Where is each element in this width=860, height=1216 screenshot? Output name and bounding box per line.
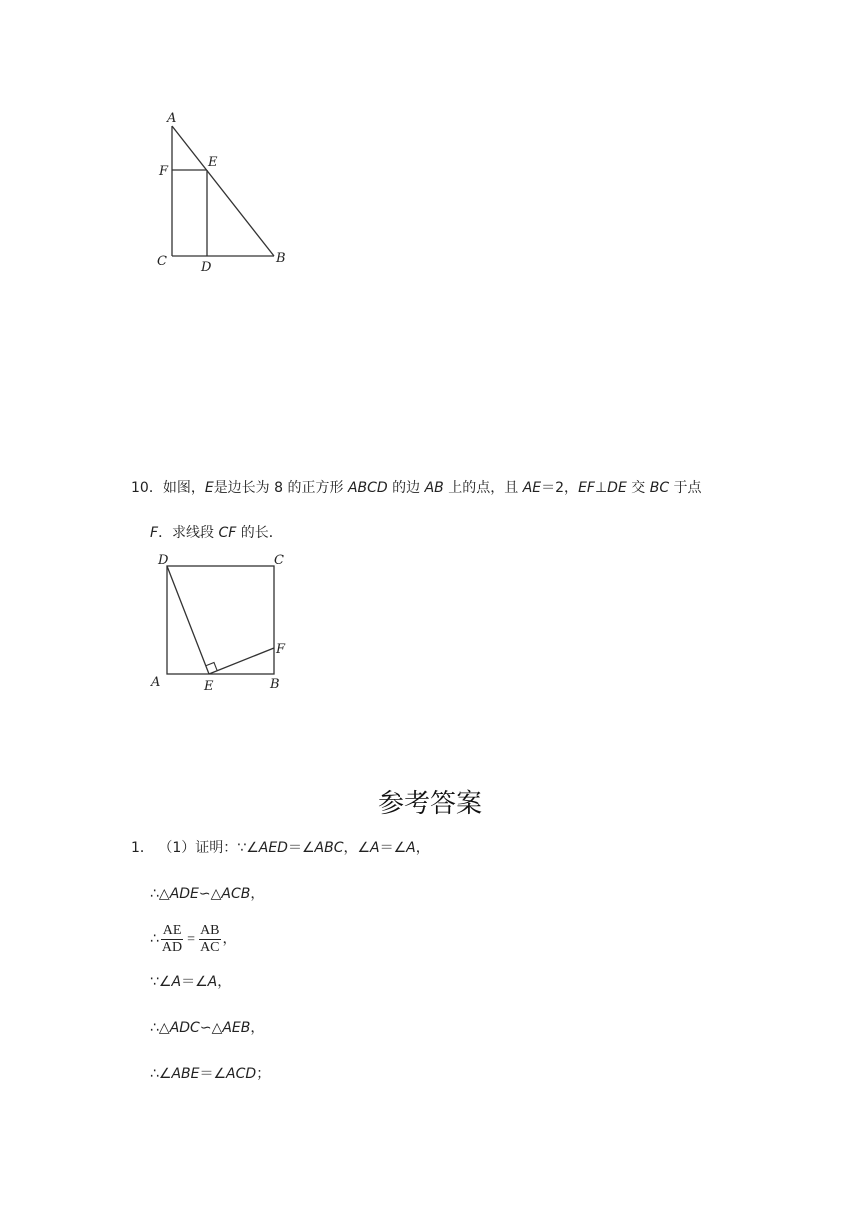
numerator: AB — [200, 922, 220, 938]
q10-var: AE — [522, 480, 542, 496]
label-d: D — [158, 553, 169, 568]
math: △AEB — [211, 1020, 251, 1036]
question-number: 10． — [131, 480, 163, 496]
denominator: AD — [161, 939, 183, 955]
q10-text: 交 — [626, 480, 650, 496]
q10-text: 于点 — [669, 480, 702, 496]
q10-var: CF — [218, 525, 237, 541]
q10-var: ABCD — [347, 480, 388, 496]
math-op: ＝ — [199, 1066, 214, 1082]
math: △ADE — [158, 886, 199, 902]
math: ∠ACD — [213, 1066, 257, 1082]
math: △ADC — [158, 1020, 200, 1036]
segment-ab — [172, 126, 274, 256]
fraction-ae-ad — [161, 923, 183, 956]
label-e: E — [208, 155, 218, 170]
answer-lead: （1）证明：∵ — [158, 840, 247, 856]
math: ∠AED — [246, 840, 288, 856]
segment-de — [167, 566, 209, 674]
math: ∠ABE — [158, 1066, 200, 1082]
q10-text: 是边长为 8 的正方形 — [213, 480, 348, 496]
therefore-symbol: ∴ — [150, 1020, 159, 1036]
figure-square — [145, 550, 295, 696]
q10-var: AB — [424, 480, 444, 496]
q10-symbol: ⊥ — [594, 480, 608, 496]
therefore-symbol: ∴ — [150, 1066, 159, 1082]
question-10-line2 — [150, 523, 283, 543]
label-d: D — [201, 260, 212, 275]
numerator: AE — [162, 922, 182, 938]
q10-text: ＝2， — [541, 480, 579, 496]
q10-text: 的边 — [387, 480, 425, 496]
label-f: F — [159, 164, 169, 179]
figure-triangle-rectangle — [150, 108, 300, 278]
q10-text: 上的点，且 — [443, 480, 523, 496]
square-abcd — [167, 566, 274, 674]
segment-ef — [209, 648, 274, 674]
equals-sign: = — [187, 932, 196, 947]
q10-text: 如图， — [162, 480, 205, 496]
math: ∠A — [393, 840, 416, 856]
q10-var: BC — [649, 480, 670, 496]
q10-var: EF — [578, 480, 595, 496]
q10-var: DE — [607, 480, 627, 496]
math-op: ＝ — [287, 840, 302, 856]
question-10-line1 — [131, 478, 702, 498]
q10-text: ．求线段 — [158, 525, 219, 541]
because-symbol: ∵ — [150, 974, 159, 990]
similar-symbol: ∽ — [199, 1020, 212, 1036]
similar-symbol: ∽ — [198, 886, 211, 902]
math: △ACB — [210, 886, 251, 902]
punct: ， — [415, 840, 430, 856]
answer-number: 1． — [131, 840, 154, 856]
label-a: A — [151, 675, 161, 690]
answer-1-line5 — [150, 1018, 264, 1038]
q10-text: 的长． — [236, 525, 283, 541]
math: ∠A — [357, 840, 380, 856]
therefore-symbol: ∴ — [150, 886, 159, 902]
therefore-symbol: ∴ — [150, 931, 159, 947]
label-c: C — [157, 254, 167, 269]
label-b: B — [276, 251, 286, 266]
punct: ， — [343, 840, 358, 856]
math-op: ＝ — [379, 840, 394, 856]
label-e: E — [204, 679, 214, 694]
math-op: ＝ — [181, 974, 196, 990]
answer-1-line1 — [131, 838, 430, 858]
answers-title: 参考答案 — [377, 789, 482, 819]
label-b: B — [270, 677, 280, 692]
math: ∠ABC — [301, 840, 344, 856]
answer-1-line2 — [150, 884, 264, 904]
label-a: A — [167, 111, 177, 126]
answer-1-line6 — [150, 1064, 270, 1084]
punct: ， — [222, 931, 237, 947]
answer-1-line4 — [150, 972, 231, 992]
punct: ， — [250, 1020, 265, 1036]
label-f: F — [276, 642, 286, 657]
punct: ， — [250, 886, 265, 902]
q10-var: F — [150, 525, 159, 541]
label-c: C — [274, 553, 284, 568]
math: ∠A — [158, 974, 182, 990]
math: ∠A — [195, 974, 218, 990]
answer-1-line3 — [150, 922, 237, 958]
punct: ； — [256, 1066, 271, 1082]
punct: ， — [217, 974, 232, 990]
denominator: AC — [200, 939, 220, 955]
fraction-ab-ac — [199, 923, 220, 956]
q10-var: E — [204, 480, 214, 496]
